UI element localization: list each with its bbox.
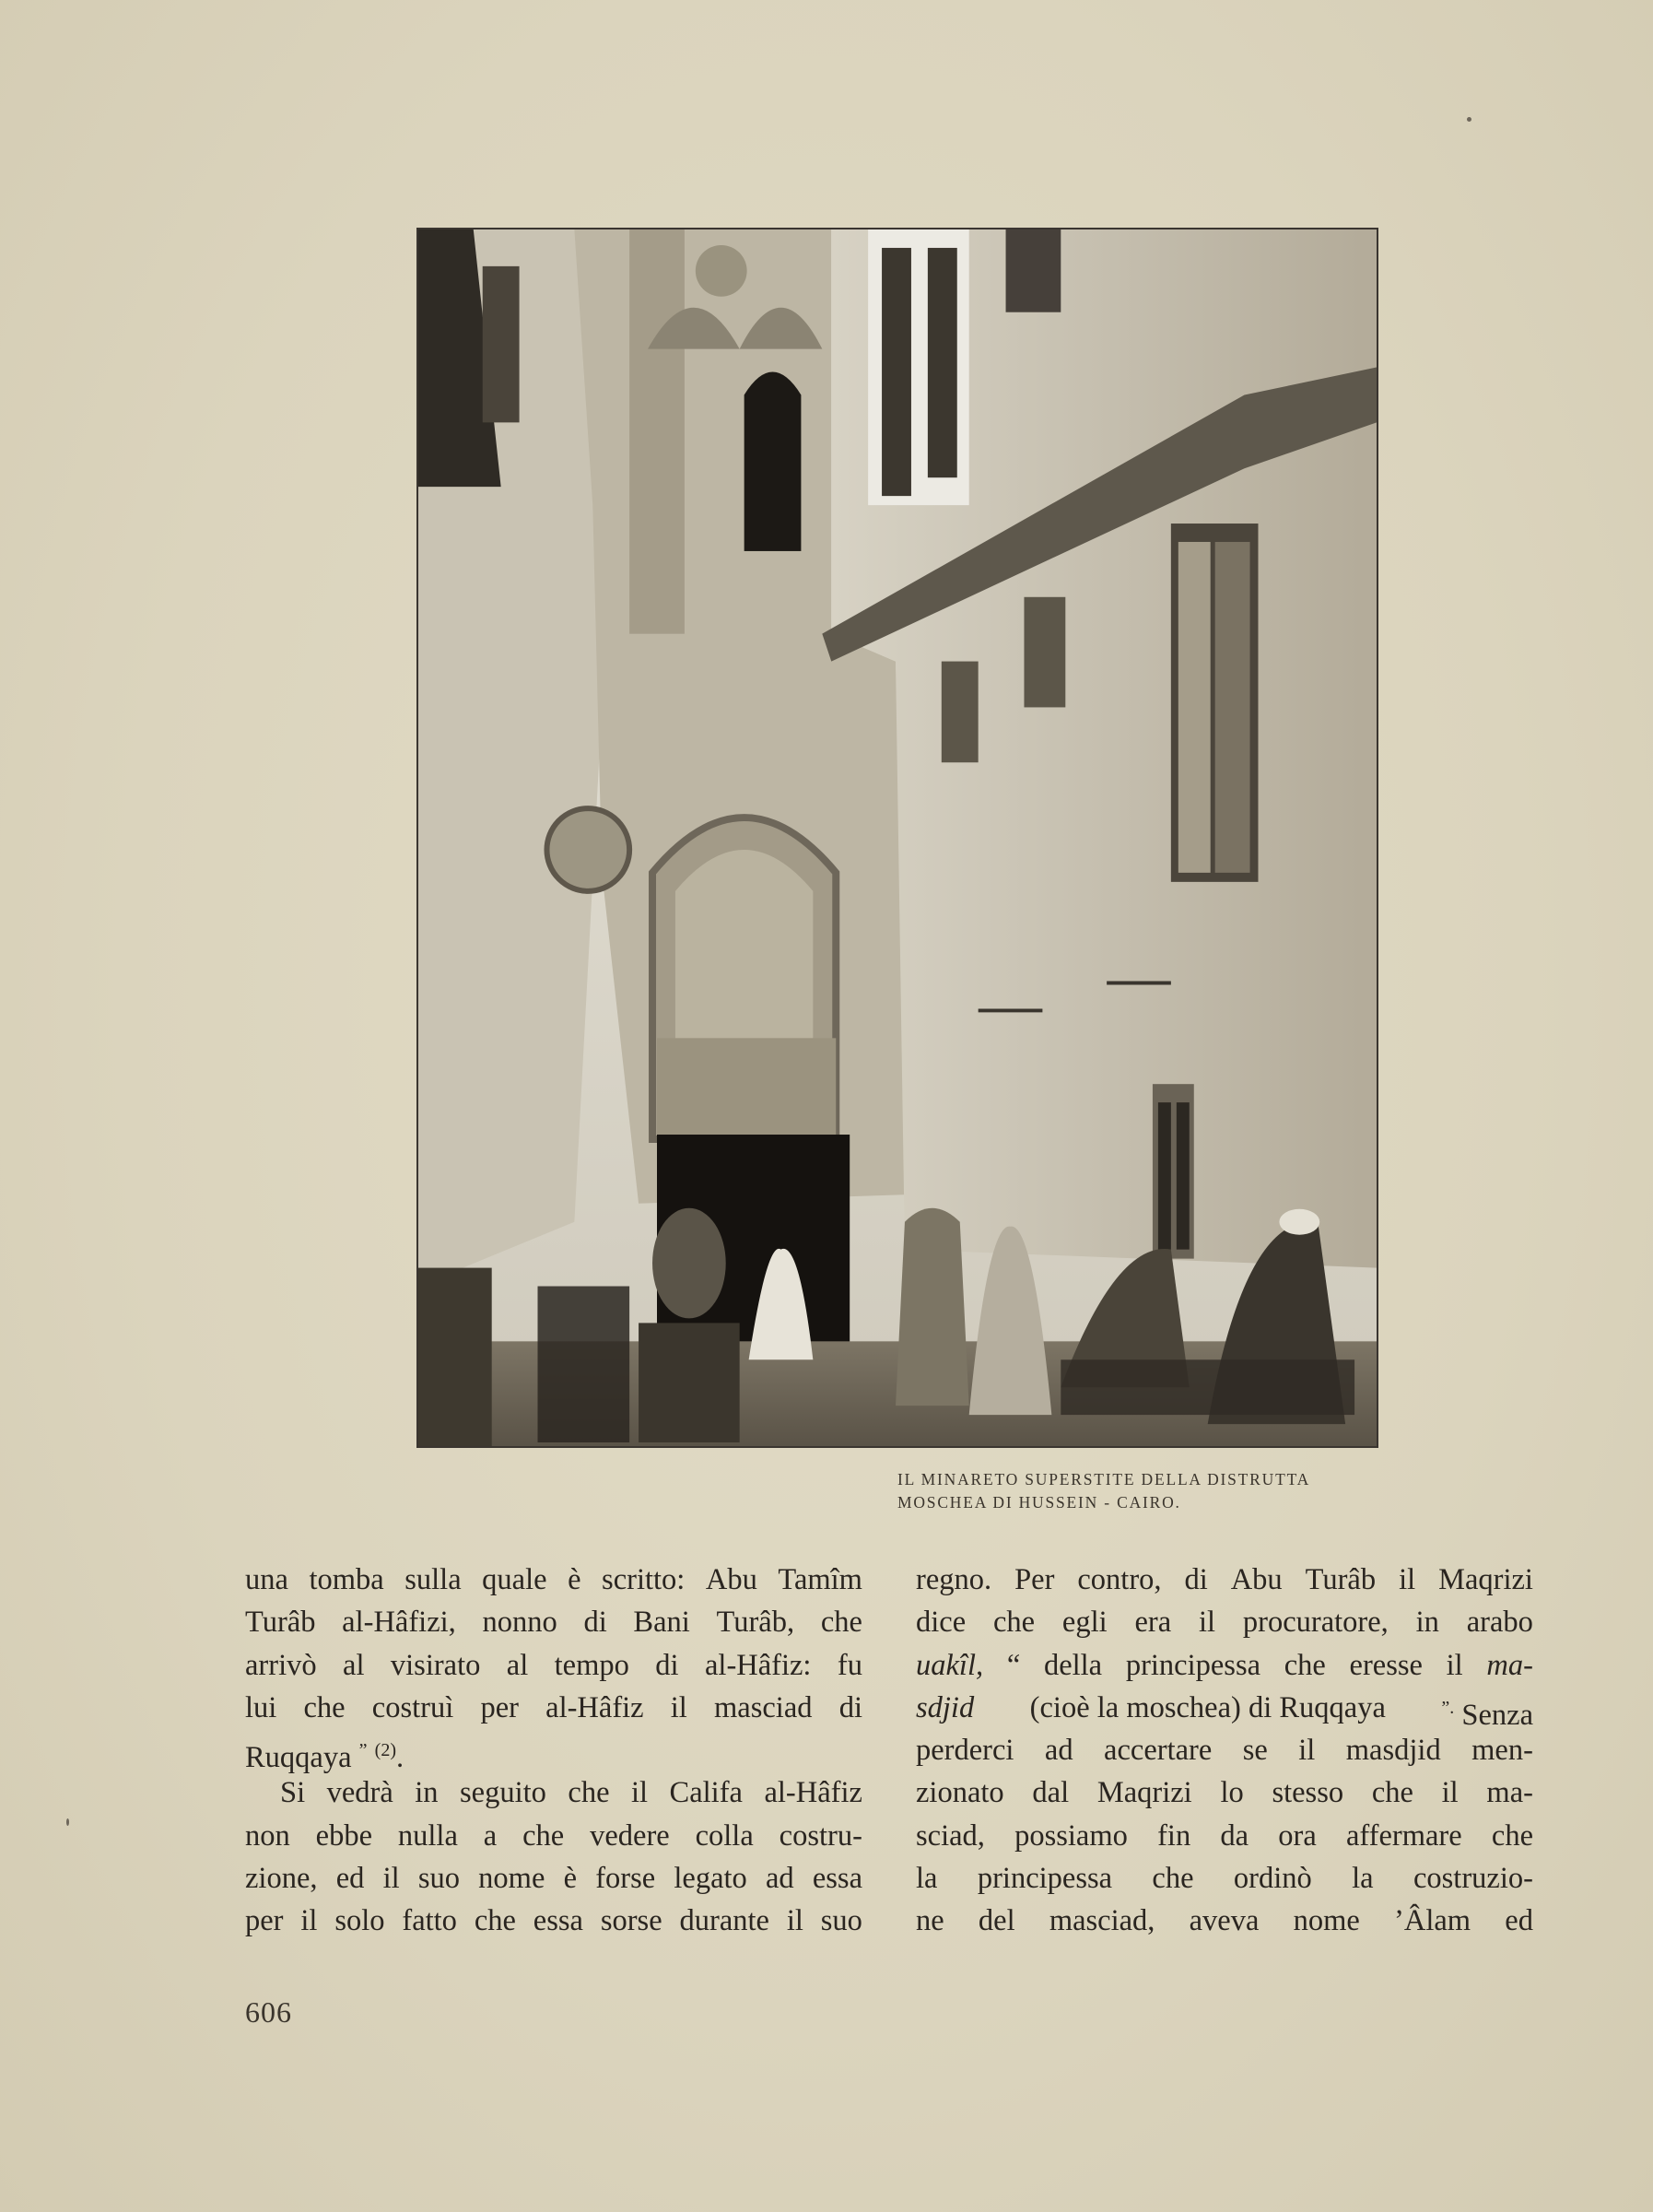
page-number: 606 (245, 1995, 292, 2029)
word: del (978, 1904, 1015, 1938)
text-line (245, 1857, 862, 1900)
word: Turâb (1305, 1563, 1377, 1596)
word: Bani (633, 1606, 690, 1640)
word: tomba (309, 1563, 384, 1596)
word: che (992, 1606, 1036, 1640)
word: sdjid (916, 1690, 975, 1724)
word: al (343, 1648, 365, 1682)
word: Senza (1461, 1698, 1533, 1732)
word: la (916, 1862, 938, 1896)
word: al-Hâfizi, (342, 1606, 456, 1640)
word: che (1152, 1862, 1194, 1896)
photograph (416, 228, 1378, 1448)
text-line (916, 1815, 1533, 1857)
word: dal (1032, 1776, 1070, 1810)
word: essa (533, 1904, 583, 1938)
word: ’Âlam (1394, 1904, 1471, 1938)
text-line (916, 1857, 1533, 1900)
word: regno. (916, 1563, 992, 1596)
word: sciad, (916, 1818, 985, 1853)
text-line (245, 1771, 862, 1814)
word: ne (916, 1904, 944, 1938)
caption-line: IL MINARETO SUPERSTITE DELLA DISTRUTTA (897, 1470, 1311, 1488)
word: in (415, 1776, 439, 1810)
word: ed (335, 1862, 365, 1896)
word: suo (820, 1904, 862, 1938)
word: durante (679, 1904, 769, 1938)
word: seguito (460, 1776, 546, 1810)
word: Abu (1230, 1563, 1283, 1596)
word: fu (837, 1648, 862, 1682)
word: di (655, 1648, 679, 1682)
word: zionato (916, 1776, 1004, 1810)
word: in (1415, 1606, 1439, 1640)
word: il (1446, 1648, 1463, 1682)
word (245, 1729, 404, 1775)
word: ad (765, 1862, 794, 1896)
word: legato (674, 1862, 747, 1896)
word: sulla (404, 1563, 462, 1596)
word: al (506, 1648, 529, 1682)
word: nome (1293, 1904, 1360, 1938)
word: sorse (600, 1904, 662, 1938)
word: vedrà (326, 1776, 393, 1810)
word: solo (334, 1904, 385, 1938)
word: Turâb, (716, 1606, 795, 1640)
word: costru- (779, 1818, 862, 1853)
word: il (1441, 1776, 1459, 1810)
word: colla (695, 1818, 754, 1853)
text-line (916, 1644, 1533, 1687)
word: per (480, 1690, 519, 1724)
word: forse (595, 1862, 656, 1896)
word (1441, 1687, 1533, 1732)
phrase: (cioè la moschea) di Ruqqaya (1029, 1690, 1386, 1724)
text-column-left (245, 1559, 862, 1943)
word: che (820, 1606, 862, 1640)
word: Maqrizi (1096, 1776, 1192, 1810)
word: è (568, 1563, 581, 1596)
word: che (1491, 1818, 1533, 1853)
text-line (245, 1900, 862, 1942)
text-line (916, 1771, 1533, 1814)
word: stesso (1272, 1776, 1344, 1810)
word: accertare (1104, 1734, 1213, 1768)
word: ordinò (1233, 1862, 1312, 1896)
word: non (245, 1818, 290, 1853)
word: nonno (482, 1606, 557, 1640)
word: possiamo (1014, 1818, 1128, 1853)
word: arabo (1466, 1606, 1533, 1640)
word: al-Hâfiz: (704, 1648, 812, 1682)
word: il (1198, 1606, 1216, 1640)
word: scritto: (602, 1563, 686, 1596)
word: della (1043, 1648, 1103, 1682)
word: ebbe (315, 1818, 372, 1853)
word: Ruqqaya (245, 1741, 352, 1775)
word: per (245, 1904, 284, 1938)
word: di (838, 1690, 862, 1724)
text-column-right (916, 1559, 1533, 1943)
word: costruì (371, 1690, 454, 1724)
closing-quote: ” (358, 1740, 368, 1761)
word: che (474, 1904, 516, 1938)
word: che (1284, 1648, 1326, 1682)
paper-speck (66, 1818, 69, 1826)
word: nome (478, 1862, 545, 1896)
text-line (916, 1687, 1533, 1732)
minaret-street-photo (418, 229, 1377, 1446)
word: al-Hâfiz (764, 1776, 862, 1810)
caption-line: MOSCHEA DI HUSSEIN - CAIRO. (897, 1493, 1181, 1512)
word: vedere (590, 1818, 670, 1853)
word: affermare (1346, 1818, 1462, 1853)
word: ed (1505, 1904, 1533, 1938)
word: al-Hâfiz (545, 1690, 644, 1724)
word: a (483, 1818, 498, 1853)
word: men- (1471, 1734, 1533, 1768)
word: il (1399, 1563, 1416, 1596)
word: eresse (1349, 1648, 1423, 1682)
word: ad (1044, 1734, 1073, 1768)
text-line (245, 1815, 862, 1857)
word: Si (280, 1776, 306, 1810)
word: costruzio- (1413, 1862, 1533, 1896)
word: il (1298, 1734, 1316, 1768)
closing-quote: ”. (1441, 1697, 1455, 1718)
word: principessa (1125, 1648, 1261, 1682)
word: uakîl, (916, 1648, 984, 1682)
word: di (1184, 1563, 1208, 1596)
text-line (245, 1559, 862, 1601)
footnote-ref: (2) (374, 1740, 396, 1761)
word: masciad, (1049, 1904, 1155, 1938)
word: di (583, 1606, 607, 1640)
word: che (568, 1776, 610, 1810)
text-line (245, 1729, 862, 1775)
word: procuratore, (1242, 1606, 1389, 1640)
word: una (245, 1563, 288, 1596)
word: ma- (1486, 1648, 1533, 1682)
word: ora (1278, 1818, 1317, 1853)
word: è (563, 1862, 578, 1896)
word: lui (245, 1690, 277, 1724)
word: quale (482, 1563, 547, 1596)
text-line (916, 1601, 1533, 1643)
word: arrivò (245, 1648, 317, 1682)
word: “ (1006, 1648, 1021, 1682)
word: dice (916, 1606, 967, 1640)
word: Abu (705, 1563, 757, 1596)
word: Tamîm (778, 1563, 862, 1596)
word: la (1352, 1862, 1374, 1896)
text-line (245, 1687, 862, 1729)
word: tempo (554, 1648, 629, 1682)
word: principessa (977, 1862, 1113, 1896)
period: . (396, 1741, 404, 1775)
word: Maqrizi (1438, 1563, 1533, 1596)
word: il (300, 1904, 318, 1938)
word: suo (417, 1862, 460, 1896)
text-line (245, 1644, 862, 1687)
word: che (1371, 1776, 1413, 1810)
word: contro, (1077, 1563, 1162, 1596)
word: aveva (1189, 1904, 1260, 1938)
word: perderci (916, 1734, 1014, 1768)
word: masdjid (1345, 1734, 1441, 1768)
paper-speck (1467, 117, 1471, 122)
word: Califa (669, 1776, 743, 1810)
text-line (916, 1729, 1533, 1771)
word: Turâb (245, 1606, 316, 1640)
word: egli (1061, 1606, 1108, 1640)
figure-caption (897, 1468, 1377, 1514)
word: era (1134, 1606, 1172, 1640)
text-line (916, 1559, 1533, 1601)
word: masciad (714, 1690, 813, 1724)
word: che (522, 1818, 565, 1853)
word: visirato (390, 1648, 481, 1682)
word: ma- (1486, 1776, 1533, 1810)
word: da (1220, 1818, 1249, 1853)
word: zione, (245, 1862, 318, 1896)
word: essa (812, 1862, 862, 1896)
word: nulla (397, 1818, 458, 1853)
text-line (245, 1601, 862, 1643)
text-line (916, 1900, 1533, 1942)
word: Per (1014, 1563, 1055, 1596)
word: fatto (402, 1904, 457, 1938)
word: il (631, 1776, 649, 1810)
word: il (670, 1690, 687, 1724)
word: il (382, 1862, 400, 1896)
word: lo (1220, 1776, 1244, 1810)
word: il (786, 1904, 803, 1938)
word: se (1242, 1734, 1268, 1768)
word: fin (1157, 1818, 1191, 1853)
word: che (303, 1690, 346, 1724)
